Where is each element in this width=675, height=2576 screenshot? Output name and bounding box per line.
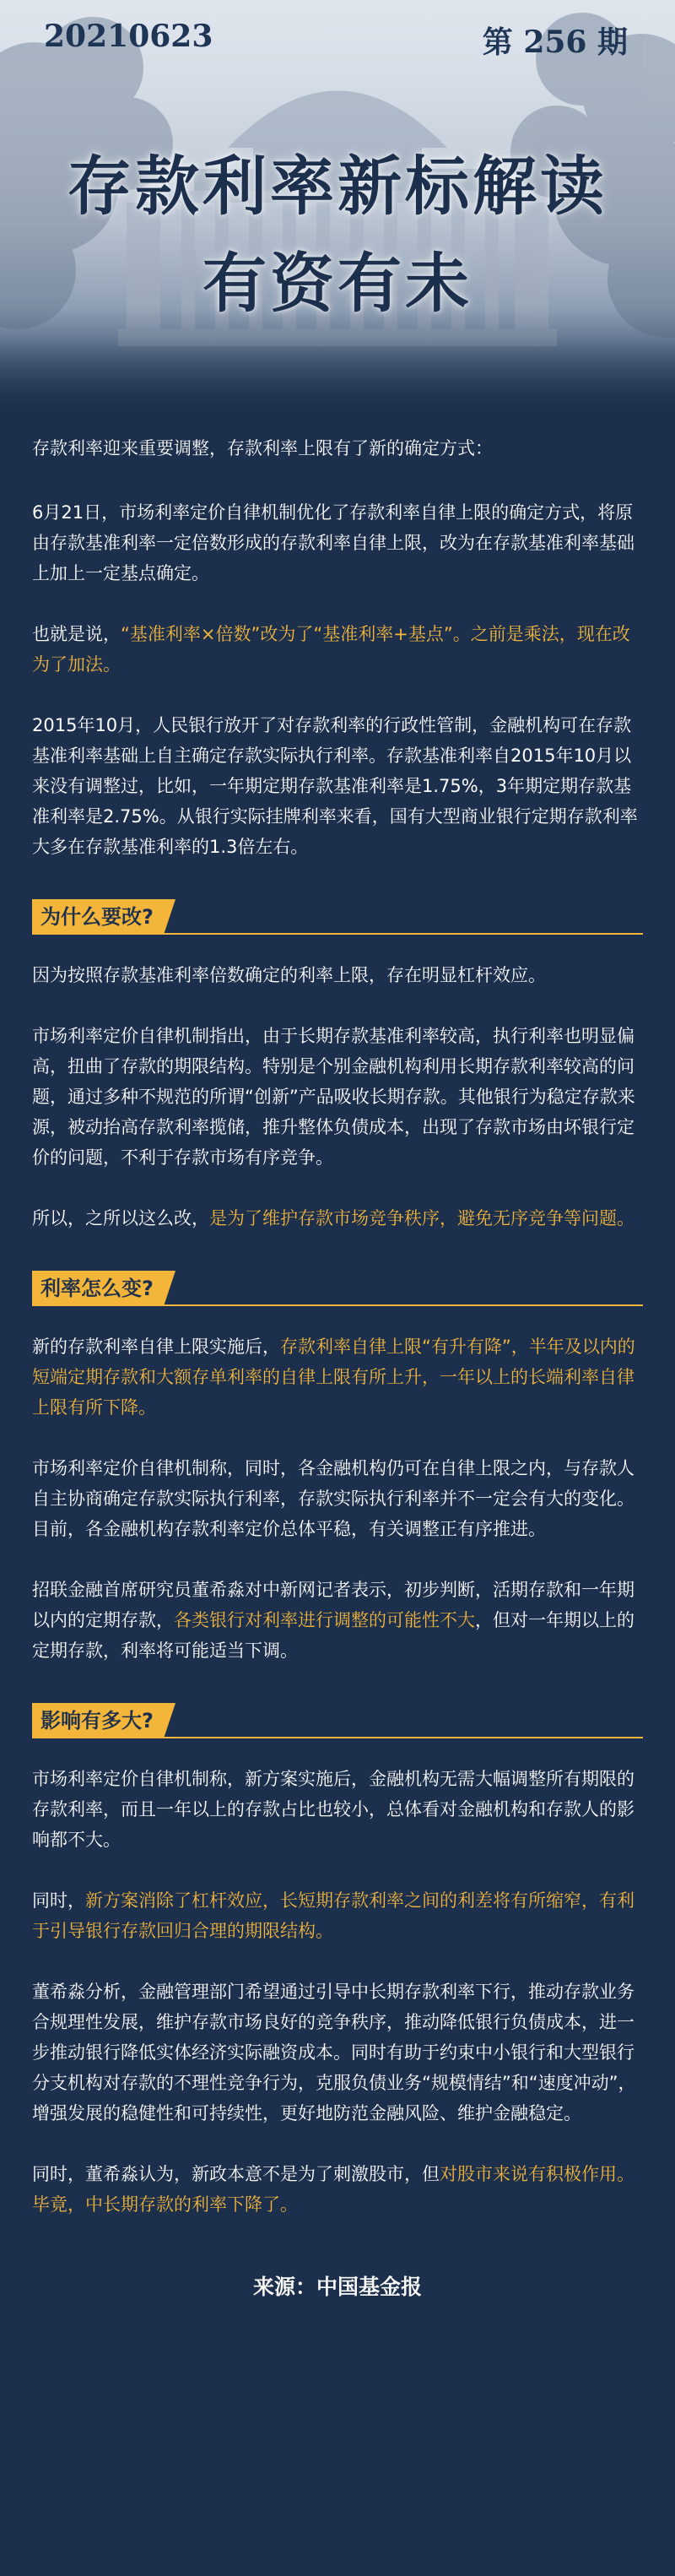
main-title: 存款利率新标解读 bbox=[68, 149, 608, 224]
impact-p2-text: 同时， bbox=[32, 1890, 85, 1911]
how-p1-text: 新的存款利率自律上限实施后， bbox=[32, 1337, 280, 1357]
how-paragraph-3 bbox=[32, 1575, 643, 1666]
how-p3-text-a: 招联金融首席研究员董希淼对中新网记者表示，初步判断，活期存款和一年期以内的定期存款， bbox=[32, 1580, 634, 1630]
intro-paragraph-1: 存款利率迎来重要调整，存款利率上限有了新的确定方式： bbox=[32, 438, 493, 458]
impact-p4-highlight: 对股市来说有积极作用。毕竟，中长期存款的利率下降了。 bbox=[32, 2164, 634, 2215]
why-paragraph-1: 因为按照存款基准利率倍数确定的利率上限，存在明显杠杆效应。 bbox=[32, 965, 546, 985]
intro-paragraph-2: 6月21日，市场利率定价自律机制优化了存款利率自律上限的确定方式，将原由存款基准利率一定倍数形成的存款利率自律上限，改为在存款基准利率基础上加上一定基点确定。 bbox=[32, 502, 634, 583]
intro-paragraph-4: 2015年10月，人民银行放开了对存款利率的行政性管制，金融机构可在存款基准利率基础上自主确定存款实际执行利率。存款基准利率自2015年10月以来没有调整过，比如，一年期定期存款基准利率是1.75%，3年期定期存款基准利率是2.75%。从银行实际挂牌利率来看，国有大型商业银行定期存款利率大多在存款基准利率的1.3倍左右。 bbox=[32, 715, 638, 857]
issue-number: 第 256 期 bbox=[482, 24, 628, 60]
why-paragraph-2: 市场利率定价自律机制指出，由于长期存款基准利率较高，执行利率也明显偏高，扭曲了存款的期限结构。特别是个别金融机构利用长期存款利率较高的问题，通过多种不规范的所谓“创新”产品吸收长期存款。其他银行为稳定存款来源，被动抬高存款利率揽储，推升整体负债成本，出现了存款市场由坏银行定价的问题，不利于存款市场有序竞争。 bbox=[32, 1026, 635, 1168]
impact-paragraph-2 bbox=[32, 1885, 643, 1946]
impact-paragraph-3: 董希淼分析，金融管理部门希望通过引导中长期存款利率下行，推动存款业务合规理性发展，维护存款市场良好的竞争秩序，推动降低银行负债成本，进一步推动银行降低实体经济实际融资成本。同时有助于约束中小银行和大型银行分支机构对存款的不理性竞争行为，克服负债业务“规模情结”和“速度冲动”，增强发展的稳健性和可持续性，更好地防范金融风险、维护金融稳定。 bbox=[32, 1982, 636, 2123]
how-paragraph-2: 市场利率定价自律机制称，同时，各金融机构仍可在自律上限之内，与存款人自主协商确定存款实际执行利率，存款实际执行利率并不一定会有大的变化。目前，各金融机构存款利率定价总体平稳，有关调整正有序推进。 bbox=[32, 1458, 634, 1539]
issue-date: 20210623 bbox=[44, 19, 213, 54]
sub-title: 有资有未 bbox=[202, 246, 472, 321]
intro-p3-text: 也就是说， bbox=[32, 624, 121, 644]
how-p1-highlight: 存款利率自律上限“有升有降”，半年及以内的短端定期存款和大额存单利率的自律上限有所上升，一年以上的长端利率自律上限有所下降。 bbox=[32, 1337, 635, 1418]
impact-paragraph-1: 市场利率定价自律机制称，新方案实施后，金融机构无需大幅调整所有期限的存款利率，而且一年以上的存款占比也较小，总体看对金融机构和存款人的影响都不大。 bbox=[32, 1769, 634, 1850]
source-credit: 来源：中国基金报 bbox=[252, 2275, 422, 2299]
intro-paragraph-3 bbox=[32, 619, 643, 680]
why-p3-text: 所以，之所以这么改， bbox=[32, 1208, 209, 1228]
impact-paragraph-4 bbox=[32, 2159, 643, 2220]
section-title-why: 为什么要改? bbox=[32, 899, 164, 935]
section-title-how: 利率怎么变? bbox=[32, 1271, 164, 1306]
article-body bbox=[0, 409, 675, 2301]
section-heading-why bbox=[32, 899, 643, 935]
hero-banner bbox=[0, 0, 675, 409]
impact-p4-text: 同时，董希淼认为，新政本意不是为了刺激股市，但 bbox=[32, 2164, 440, 2184]
why-paragraph-3 bbox=[32, 1203, 643, 1234]
section-heading-impact bbox=[32, 1703, 643, 1738]
section-title-impact: 影响有多大? bbox=[32, 1703, 164, 1738]
section-heading-how bbox=[32, 1271, 643, 1306]
how-paragraph-1 bbox=[32, 1331, 643, 1423]
impact-p2-highlight: 新方案消除了杠杆效应，长短期存款利率之间的利差将有所缩窄，有利于引导银行存款回归合理的期限结构。 bbox=[32, 1890, 634, 1941]
how-p3-highlight: 各类银行对利率进行调整的可能性不大 bbox=[174, 1610, 475, 1630]
intro-p3-highlight: “基准利率×倍数”改为了“基准利率+基点”。之前是乘法，现在改为了加法。 bbox=[32, 624, 630, 675]
why-p3-highlight: 是为了维护存款市场竞争秩序，避免无序竞争等问题。 bbox=[209, 1208, 634, 1228]
how-p3-text-b: ，但对一年期以上的定期存款，利率将可能适当下调。 bbox=[32, 1610, 634, 1661]
